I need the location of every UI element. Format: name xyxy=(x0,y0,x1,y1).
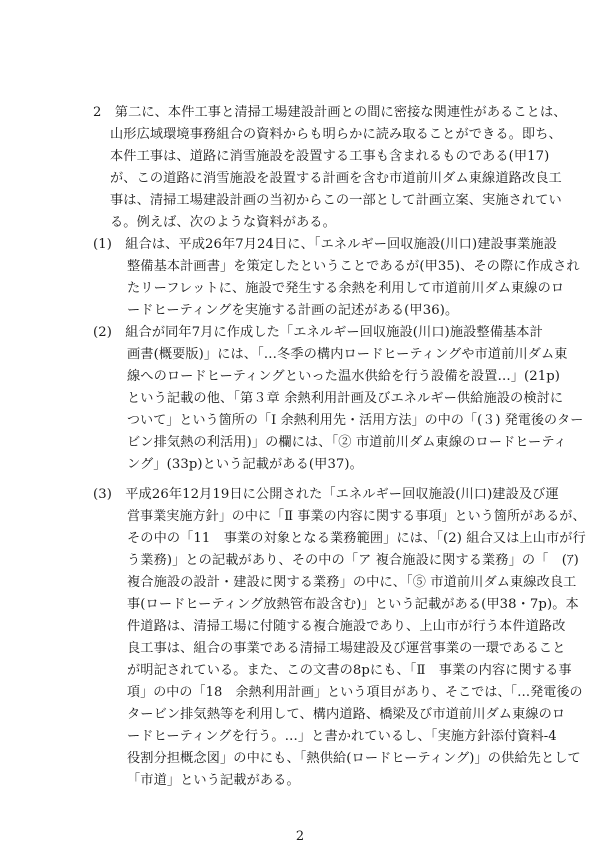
text-line: 線へのロードヒーティングといった温水供給を行う設備を設置…」(21p) xyxy=(127,369,561,384)
text-line: 役割分担概念図」の中にも、「熱供給(ロードヒーティング)」の供給先として xyxy=(127,751,581,766)
text-line: (2) 組合が同年7月に作成した「エネルギー回収施設(川口)施設整備基本計 xyxy=(93,325,543,340)
text-line: が明記されている。また、この文書の8pにも、「Ⅱ 事業の内容に関する事 xyxy=(127,663,572,678)
text-line: 事は、清掃工場建設計画の当初からこの一部として計画立案、実施されてい xyxy=(110,193,562,208)
text-line: 山形広域環境事務組合の資料からも明らかに読み取ることができる。即ち、 xyxy=(110,127,562,142)
text-line: 項」の中の「18 余熱利用計画」という項目があり、そこでは、「…発電後の xyxy=(127,685,583,700)
text-line: ビン排気熱の利活用)」の欄には、「② 市道前川ダム東線のロードヒーティ xyxy=(127,435,567,450)
text-line: ードヒーティングを行う。…」と書かれているし、「実施方針添付資料-4 xyxy=(127,729,557,744)
text-line: 本件工事は、道路に消雪施設を設置する工事も含まれるものである(甲17) xyxy=(110,149,550,164)
text-line: 複合施設の設計・建設に関する業務」の中に、「⑤ 市道前川ダム東線改良工 xyxy=(127,575,577,590)
text-line: 「市道」という記載がある。 xyxy=(127,773,300,788)
page-number: 2 xyxy=(295,829,305,844)
text-line: 事(ロードヒーティング放熱管布設含む)」という記載がある(甲38・7p)。本 xyxy=(127,597,579,612)
text-line: 2 第二に、本件工事と清掃工場建設計画との間に密接な関連性があることは、 xyxy=(93,105,567,120)
text-line: (1) 組合は、平成26年7月24日に、「エネルギー回収施設(川口)建設事業施設 xyxy=(93,237,557,252)
text-line: ング」(33p)という記載がある(甲37)。 xyxy=(127,457,363,472)
text-line: たリーフレットに、施設で発生する余熱を利用して市道前川ダム東線のロ xyxy=(127,281,565,296)
text-line: 整備基本計画書」を策定したということであるが(甲35)、その際に作成され xyxy=(127,259,580,274)
text-line: タービン排気熱等を利用して、構内道路、橋梁及び市道前川ダム東線のロ xyxy=(127,707,566,722)
text-line: 画書(概要版)」には、「…冬季の構内ロードヒーティングや市道前川ダム東 xyxy=(127,347,568,362)
text-line: が、この道路に消雪施設を設置する計画を含む市道前川ダム東線道路改良工 xyxy=(110,171,562,186)
text-line: ついて」という箇所の「I 余熱利用先・活用方法」の中の「(３) 発電後のター xyxy=(127,413,584,428)
text-line: 件道路は、清掃工場に付随する複合施設であり、上山市が行う本件道路改 xyxy=(127,619,566,634)
text-line: る。例えば、次のような資料がある。 xyxy=(110,215,336,230)
text-line: ードヒーティングを実施する計画の記述がある(甲36)。 xyxy=(127,303,459,318)
text-line: という記載の他、「第３章 余熱利用計画及びエネルギー供給施設の検討に xyxy=(127,391,564,406)
text-line: う業務)」との記載があり、その中の「ア 複合施設に関する業務」の「 (ｱ) xyxy=(127,553,579,568)
text-line: 良工事は、組合の事業である清掃工場建設及び運営事業の一環であること xyxy=(127,641,566,656)
text-line: その中の「11 事業の対象となる業務範囲」には、「(2) 組合又は上山市が行 xyxy=(127,531,586,546)
text-line: (3) 平成26年12月19日に公開された「エネルギー回収施設(川口)建設及び運 xyxy=(93,487,559,502)
text-line: 営事業実施方針」の中に「Ⅱ 事業の内容に関する事項」という箇所があるが、 xyxy=(127,509,586,524)
